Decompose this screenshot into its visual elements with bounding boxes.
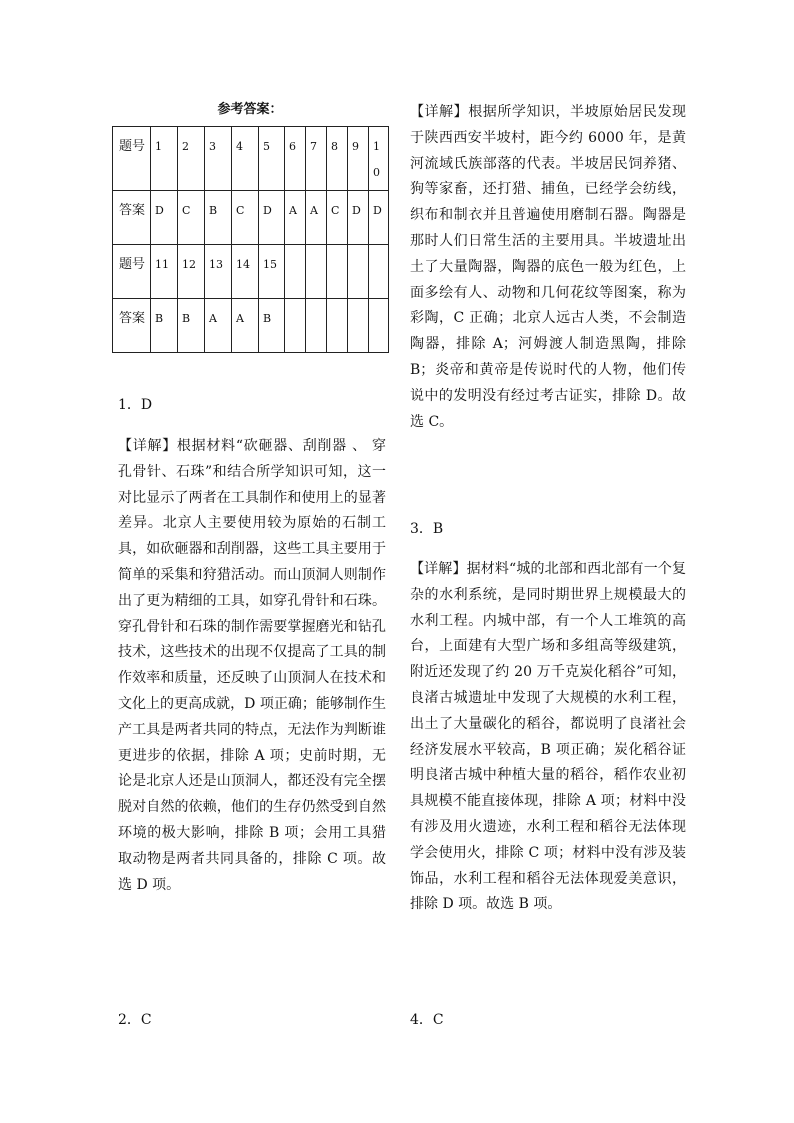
question-4-answer: 4．C <box>410 1012 444 1028</box>
table-cell: 15 <box>259 245 285 299</box>
table-row <box>113 299 389 353</box>
table-cell: C <box>232 191 259 245</box>
table-cell: A <box>285 191 306 245</box>
table-cell <box>306 245 327 299</box>
table-cell: A <box>232 299 259 353</box>
table-row <box>113 191 389 245</box>
table-cell <box>348 299 369 353</box>
table-cell: 4 <box>232 127 259 191</box>
table-cell <box>369 245 389 299</box>
table-cell: 10 <box>369 127 389 191</box>
row-header-cell: 题号 <box>113 127 151 191</box>
table-cell: D <box>151 191 178 245</box>
table-cell: 14 <box>232 245 259 299</box>
table-cell: B <box>205 191 232 245</box>
question-1-answer: 1．D <box>118 397 153 413</box>
table-cell <box>306 299 327 353</box>
table-row <box>113 127 389 191</box>
table-cell <box>327 299 348 353</box>
table-cell <box>369 299 389 353</box>
row-header-cell: 题号 <box>113 245 151 299</box>
table-cell: 1 <box>151 127 178 191</box>
question-3-answer: 3．B <box>410 521 444 537</box>
table-cell: 13 <box>205 245 232 299</box>
question-3-explanation: 【详解】据材料“城的北部和西北部有一个复杂的水利系统，是同时期世界上规模最大的水利工程。内城中部，有一个人工堆筑的高台，上面建有大型广场和多组高等级建筑，附近还发现了约 20 万千克炭化稻谷”可知，良渚古城遗址中发现了大规模的水利工程，出土了大量碳化的稻谷，都说明了良渚社会经济发展水平较高，B 项正确；炭化稻谷证明良渚古城中种植大量的稻谷，稻作农业初具规模不能直接体现，排除 A 项；材料中没有涉及用火遗迹，水利工程和稻谷无法体现学会使用火，排除 C 项；材料中没有涉及装饰品，水利工程和稻谷无法体现爱美意识，排除 D 项。故选 B 项。 <box>410 561 686 913</box>
table-cell <box>285 245 306 299</box>
table-cell: C <box>327 191 348 245</box>
table-cell: B <box>178 299 205 353</box>
table-cell: 8 <box>327 127 348 191</box>
answer-key-title: 参考答案： <box>217 102 283 117</box>
table-cell: 9 <box>348 127 369 191</box>
table-cell: 7 <box>306 127 327 191</box>
table-cell: 12 <box>178 245 205 299</box>
answer-table <box>112 126 389 353</box>
table-cell: A <box>306 191 327 245</box>
row-header-cell: 答案 <box>113 299 151 353</box>
table-cell: 6 <box>285 127 306 191</box>
question-2-explanation: 【详解】根据所学知识，半坡原始居民发现于陕西西安半坡村，距今约 6000 年，是黄河流域氏族部落的代表。半坡居民饲养猪、狗等家畜，还打猎、捕鱼，已经学会纺线，织布和制衣并且普遍使用磨制石器。陶器是那时人们日常生活的主要用具。半坡遗址出土了大量陶器，陶器的底色一般为红色，上面多绘有人、动物和几何花纹等图案，称为彩陶，C 正确；北京人远古人类，不会制造陶器，排除 A；河姆渡人制造黑陶，排除 B；炎帝和黄帝是传说时代的人物，他们传说中的发明没有经过考古证实，排除 D。故选 C。 <box>410 104 686 430</box>
table-cell <box>327 245 348 299</box>
table-cell: 11 <box>151 245 178 299</box>
table-cell: B <box>151 299 178 353</box>
question-1-explanation: 【详解】根据材料“砍砸器、刮削器 、 穿孔骨针、石珠”和结合所学知识可知，这一对比显示了两者在工具制作和使用上的显著差异。北京人主要使用较为原始的石制工具，如砍砸器和刮削器，这些工具主要用于简单的采集和狩猎活动。而山顶洞人则制作出了更为精细的工具，如穿孔骨针和石珠。穿孔骨针和石珠的制作需要掌握磨光和钻孔技术，这些技术的出现不仅提高了工具的制作效率和质量，还反映了山顶洞人在技术和文化上的更高成就，D 项正确；能够制作生产工具是两者共同的特点，无法作为判断谁更进步的依据，排除 A 项；史前时期，无论是北京人还是山顶洞人，都还没有完全摆脱对自然的依赖，他们的生存仍然受到自然环境的极大影响，排除 B 项；会用工具猎取动物是两者共同具备的，排除 C 项。故选 D 项。 <box>118 438 386 893</box>
question-2-answer: 2．C <box>118 1012 152 1028</box>
table-cell <box>348 245 369 299</box>
table-cell: B <box>259 299 285 353</box>
table-row <box>113 245 389 299</box>
table-cell: A <box>205 299 232 353</box>
table-cell: D <box>259 191 285 245</box>
table-cell: D <box>348 191 369 245</box>
table-cell: D <box>369 191 389 245</box>
table-cell: 3 <box>205 127 232 191</box>
table-cell: 2 <box>178 127 205 191</box>
table-cell: 5 <box>259 127 285 191</box>
table-cell: C <box>178 191 205 245</box>
table-cell <box>285 299 306 353</box>
row-header-cell: 答案 <box>113 191 151 245</box>
